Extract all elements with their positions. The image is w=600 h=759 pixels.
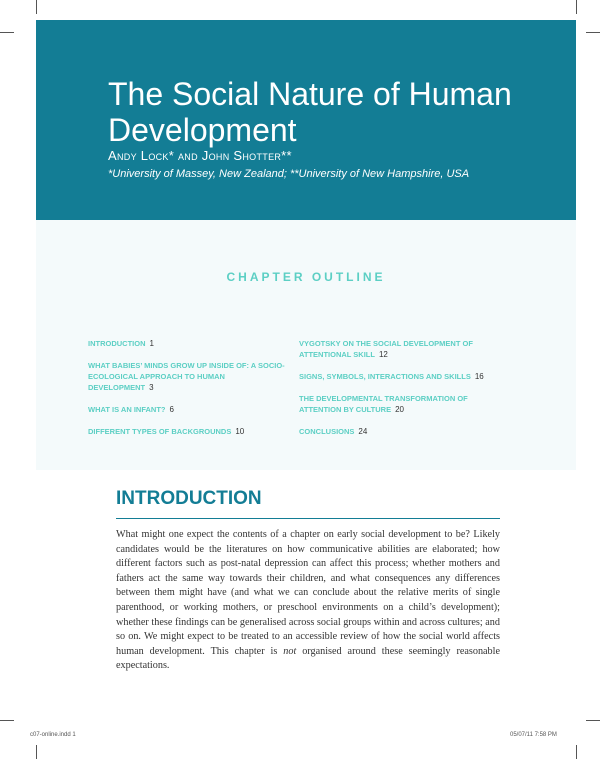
toc-entry[interactable] [88, 426, 288, 437]
toc-entry-label: THE DEVELOPMENTAL TRANSFORMATION OF ATTENTION BY CULTURE [299, 394, 468, 414]
body-paragraph [116, 528, 500, 674]
chapter-outline [36, 220, 576, 470]
author-affiliations: *University of Massey, New Zealand; **University of New Hampshire, USA [108, 168, 470, 180]
toc-entry-label: INTRODUCTION [88, 339, 146, 348]
body-text: What might one expect the contents of a chapter on early social development to be? Likely candidates would be the literatures on how communicative abilities are elaborated; how different factors such as post-natal depression can affect this process; whether mothers and fathers act the same way towards their children, and what consequences any differences between them might have (and what we can conclude about the relative merits of single parenthood, or working mothers, or preschool environments on a child’s development); whether these findings can be generalised across social groups within and across cultures; and so on. We might expect to be treated to an accessible review of how the social world affects human development. This chapter is [116, 529, 500, 657]
toc-entry-page: 16 [474, 372, 484, 381]
toc-entry[interactable] [299, 371, 499, 382]
body-text-end: organised around these seemingly reasonable expectations. [116, 645, 501, 672]
toc-entry[interactable] [299, 426, 499, 437]
toc-entry[interactable] [88, 360, 288, 393]
crop-mark [0, 32, 14, 33]
outline-column-left [88, 338, 288, 448]
outline-column-right [299, 338, 499, 448]
crop-mark [0, 720, 14, 721]
toc-entry-label: WHAT BABIES’ MINDS GROW UP INSIDE OF: A SOCIO-ECOLOGICAL APPROACH TO HUMAN DEVELOPMENT [88, 361, 285, 392]
toc-entry-page: 24 [358, 427, 368, 436]
toc-entry-page: 12 [378, 350, 388, 359]
crop-mark [36, 0, 37, 14]
toc-entry-page: 6 [169, 405, 174, 414]
outline-heading: CHAPTER OUTLINE [226, 270, 386, 284]
chapter-title: The Social Nature of Human Development [108, 76, 512, 148]
toc-entry-page: 1 [149, 339, 154, 348]
toc-entry-page: 10 [235, 427, 245, 436]
footer-datetime: 05/07/11 7:58 PM [510, 732, 557, 738]
chapter-authors: Andy Lock* and John Shotter** [108, 148, 292, 163]
toc-entry[interactable] [88, 338, 288, 349]
crop-mark [586, 720, 600, 721]
toc-entry-page: 20 [395, 405, 404, 414]
section-divider [116, 518, 500, 519]
crop-mark [36, 745, 37, 759]
crop-mark [576, 745, 577, 759]
toc-entry-label: SIGNS, SYMBOLS, INTERACTIONS AND SKILLS [299, 372, 471, 381]
toc-entry-label: WHAT IS AN INFANT? [88, 405, 166, 414]
footer-file: c07-online.indd 1 [30, 732, 76, 738]
crop-mark [576, 0, 577, 14]
toc-entry-label: VYGOTSKY ON THE SOCIAL DEVELOPMENT OF ATTENTIONAL SKILL [299, 339, 473, 359]
toc-entry-label: CONCLUSIONS [299, 427, 355, 436]
toc-entry[interactable] [88, 404, 288, 415]
toc-entry-label: DIFFERENT TYPES OF BACKGROUNDS [88, 427, 232, 436]
toc-entry[interactable] [299, 393, 499, 415]
toc-entry-page: 3 [149, 383, 154, 392]
toc-entry[interactable] [299, 338, 499, 360]
body-emphasis: not [283, 645, 297, 657]
section-title: INTRODUCTION [116, 488, 262, 509]
crop-mark [586, 32, 600, 33]
